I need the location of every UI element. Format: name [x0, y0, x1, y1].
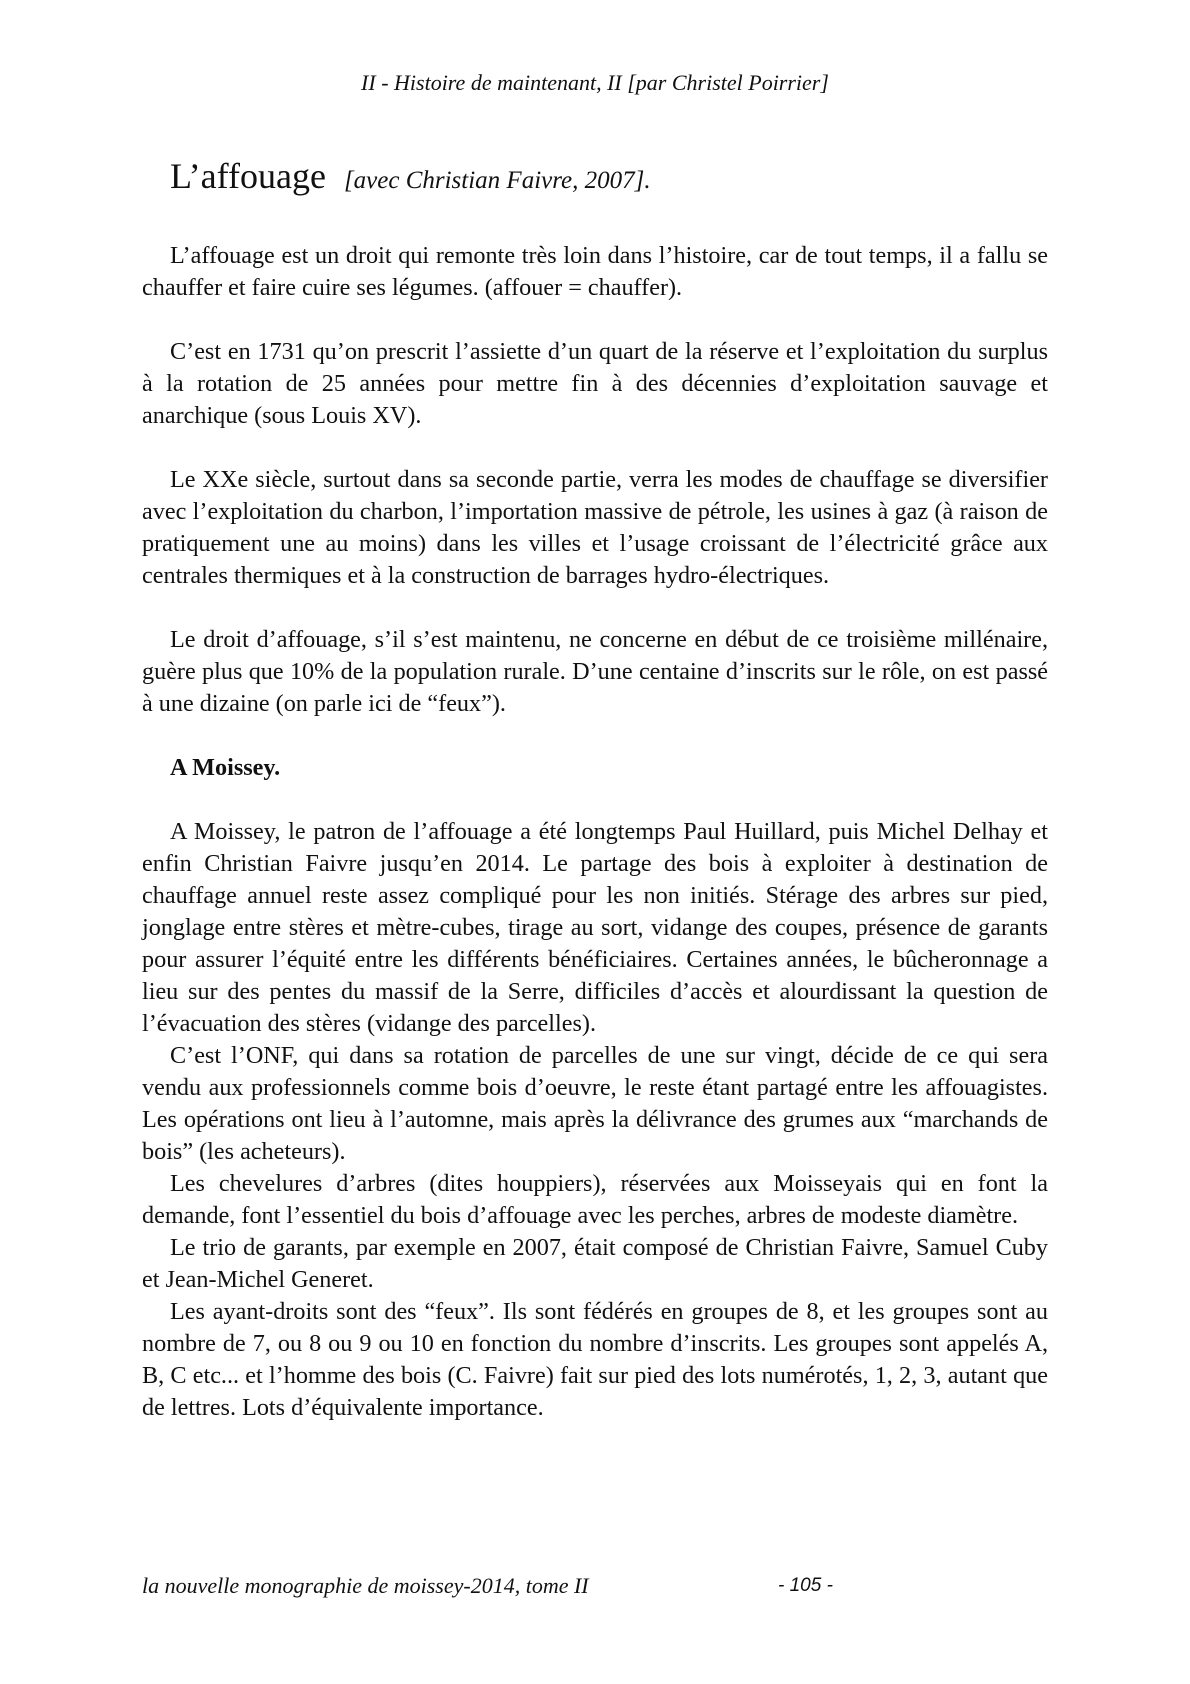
- footer-book-title: la nouvelle monographie de moissey-2014, tome II: [142, 1573, 589, 1598]
- paragraph: Le trio de garants, par exemple en 2007, était composé de Christian Faivre, Samuel Cuby et Jean-Michel Generet.: [142, 1234, 1048, 1293]
- section-heading: A Moissey.: [170, 754, 281, 781]
- paragraph: Les ayant-droits sont des “feux”. Ils sont fédérés en groupes de 8, et les groupes sont au nombre de 7, ou 8 ou 9 ou 10 en fonction du nombre d’inscrits. Les groupes sont appelés A, B, C etc... et l’homme des bois (C. Faivre) fait sur pied des lots numérotés, 1, 2, 3, autant que de lettres. Lots d’équivalente importance.: [142, 1298, 1048, 1421]
- paragraph: C’est l’ONF, qui dans sa rotation de parcelles de une sur vingt, décide de ce qui sera vendu aux professionnels comme bois d’oeuvre, le reste étant partagé entre les affouagistes. Les opérations ont lieu à l’automne, mais après la délivrance des grumes aux “marchands de bois” (les acheteurs).: [142, 1042, 1048, 1165]
- paragraph: L’affouage est un droit qui remonte très loin dans l’histoire, car de tout temps, il a fallu se chauffer et faire cuire ses légumes. (affouer = chauffer).: [142, 242, 1048, 301]
- paragraph: Les chevelures d’arbres (dites houppiers), réservées aux Moisseyais qui en font la demande, font l’essentiel du bois d’affouage avec les perches, arbres de modeste diamètre.: [142, 1170, 1048, 1229]
- article-title: [170, 155, 651, 197]
- paragraph: C’est en 1731 qu’on prescrit l’assiette d’un quart de la réserve et l’exploitation du surplus à la rotation de 25 années pour mettre fin à des décennies d’exploitation sauvage et anarchique (sous Louis XV).: [142, 338, 1048, 429]
- title-attribution: [avec Christian Faivre, 2007].: [343, 167, 651, 194]
- running-header: II - Histoire de maintenant, II [par Christel Poirrier]: [361, 70, 829, 95]
- article-body: [142, 240, 1048, 1424]
- paragraph: Le droit d’affouage, s’il s’est maintenu, ne concerne en début de ce troisième millénaire, guère plus que 10% de la population rurale. D’une centaine d’inscrits sur le rôle, on est passé à une dizaine (on parle ici de “feux”).: [142, 626, 1048, 717]
- paragraph: A Moissey, le patron de l’affouage a été longtemps Paul Huillard, puis Michel Delhay et enfin Christian Faivre jusqu’en 2014. Le partage des bois à exploiter à destination de chauffage annuel reste assez compliqué pour les non initiés. Stérage des arbres sur pied, jonglage entre stères et mètre-cubes, tirage au sort, vidange des coupes, présence de garants pour assurer l’équité entre les différents bénéficiaires. Certaines années, le bûcheronnage a lieu sur des pentes du massif de la Serre, difficiles d’accès et alourdissant la question de l’évacuation des stères (vidange des parcelles).: [142, 818, 1048, 1037]
- page-number: - 105 -: [778, 1575, 833, 1596]
- title-main: L’affouage: [170, 156, 326, 196]
- paragraph: Le XXe siècle, surtout dans sa seconde partie, verra les modes de chauffage se diversifier avec l’exploitation du charbon, l’importation massive de pétrole, les usines à gaz (à raison de pratiquement une au moins) dans les villes et l’usage croissant de l’électricité grâce aux centrales thermiques et à la construction de barrages hydro-électriques.: [142, 466, 1048, 589]
